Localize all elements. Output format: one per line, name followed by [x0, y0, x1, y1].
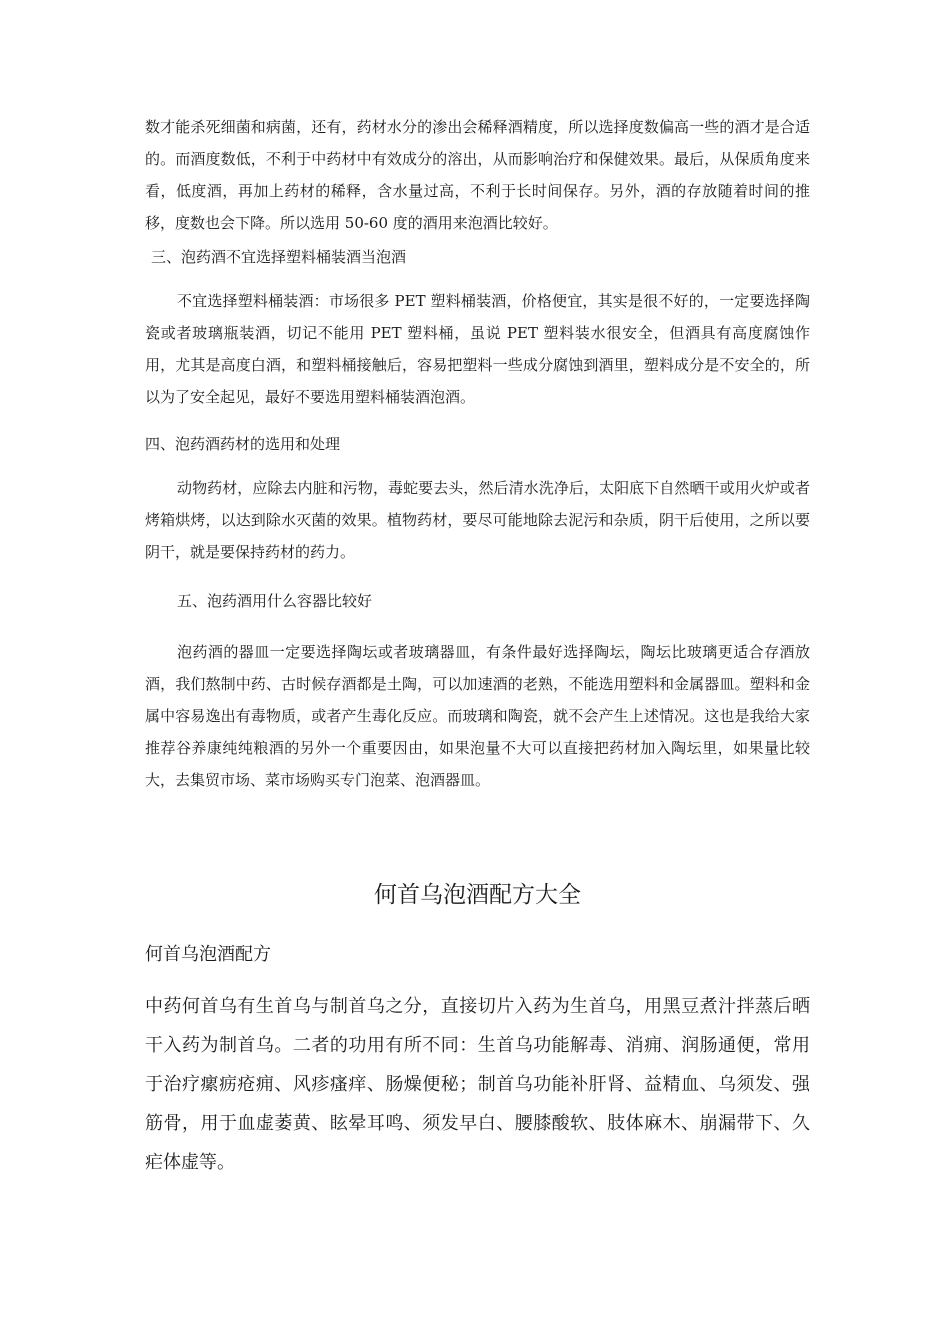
paragraph-alcohol-strength — [145, 111, 810, 239]
paragraph-container-choice — [145, 636, 810, 796]
paragraph-text: 数才能杀死细菌和病菌，还有，药材水分的渗出会稀释酒精度，所以选择度数偏高一些的酒才是合适的。而酒度数低，不利于中药材中有效成分的溶出，从而影响治疗和保健效果。最后，从保质角度来看，低度酒，再加上药材的稀释，含水量过高，不利于长时间保存。另外，酒的存放随着时间的推移，度数也会下降。所以选用 50-60 度的酒用来泡酒比较好。 — [145, 118, 810, 232]
heading-section-4: 四、泡药酒药材的选用和处理 — [145, 435, 341, 453]
section-subtitle: 何首乌泡酒配方 — [145, 944, 271, 965]
paragraph-text: 泡药酒的器皿一定要选择陶坛或者玻璃器皿，有条件最好选择陶坛，陶坛比玻璃更适合存酒放酒，我们熬制中药、古时候存酒都是土陶，可以加速酒的老熟，不能选用塑料和金属器皿。塑料和金属中容易逸出有毒物质，或者产生毒化反应。而玻璃和陶瓷，就不会产生上述情况。这也是我给大家推荐谷养康纯纯粮酒的另外一个重要因由，如果泡量不大可以直接把药材加入陶坛里，如果量比较大，去集贸市场、菜市场购买专门泡菜、泡酒器皿。 — [145, 643, 810, 789]
paragraph-plastic-barrel — [145, 285, 810, 413]
paragraph-text: 动物药材，应除去内脏和污物，毒蛇要去头，然后清水洗净后，太阳底下自然晒干或用火炉或者烤箱烘烤，以达到除水灭菌的效果。植物药材，要尽可能地除去泥污和杂质，阴干后使用，之所以要阴干，就是要保持药材的药力。 — [145, 479, 810, 561]
heading-section-3: 三、泡药酒不宜选择塑料桶装酒当泡酒 — [151, 248, 407, 266]
paragraph-text: 不宜选择塑料桶装酒：市场很多 PET 塑料桶装酒，价格便宜，其实是很不好的，一定要选择陶瓷或者玻璃瓶装酒，切记不能用 PET 塑料桶，虽说 PET 塑料装水很安全，但酒具有高度腐蚀作用，尤其是高度白酒，和塑料桶接触后，容易把塑料一些成分腐蚀到酒里，塑料成分是不安全的，所以为了安全起见，最好不要选用塑料桶装酒泡酒。 — [145, 292, 810, 406]
page-title: 何首乌泡酒配方大全 — [374, 882, 581, 908]
paragraph-heshouwu — [145, 987, 810, 1182]
paragraph-text: 中药何首乌有生首乌与制首乌之分，直接切片入药为生首乌，用黑豆煮汁拌蒸后晒干入药为制首乌。二者的功用有所不同：生首乌功能解毒、消痈、润肠通便，常用于治疗瘰疬疮痈、风疹瘙痒、肠燥便秘；制首乌功能补肝肾、益精血、乌须发、强筋骨，用于血虚萎黄、眩晕耳鸣、须发早白、腰膝酸软、肢体麻木、崩漏带下、久疟体虚等。 — [145, 996, 810, 1173]
paragraph-herb-processing — [145, 472, 810, 568]
heading-section-5: 五、泡药酒用什么容器比较好 — [177, 592, 373, 610]
